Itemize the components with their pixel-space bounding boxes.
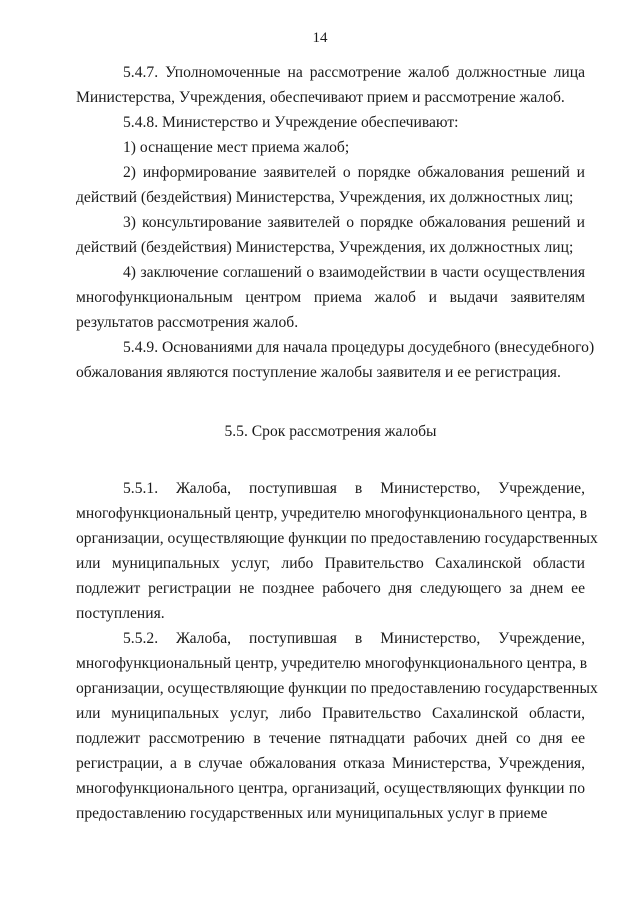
paragraph-p551 (76, 476, 598, 626)
paragraph-line: 5.5.1. Жалоба, поступившая в Министерство, Учреждение, (123, 480, 585, 497)
paragraph-p548 (76, 110, 585, 135)
document-body (76, 60, 598, 826)
paragraph-p548_1 (76, 135, 585, 160)
section-5-5-paragraphs (76, 476, 598, 826)
paragraph-line: 5.4.9. Основаниями для начала процедуры досудебного (внесудебного) (123, 339, 595, 356)
paragraph-p548_3 (76, 210, 585, 260)
paragraph-line: действий (бездействия) Министерства, Учреждения, их должностных лиц; (76, 239, 574, 256)
section-heading: 5.5. Срок рассмотрения жалобы (224, 423, 437, 440)
paragraph-line: организации, осуществляющие функции по предоставлению государственных (76, 530, 598, 547)
paragraph-line: 5.5.2. Жалоба, поступившая в Министерство, Учреждение, (123, 630, 585, 647)
paragraph-line: или муниципальных услуг, либо Правительство Сахалинской области (76, 555, 585, 572)
paragraph-p548_2 (76, 160, 585, 210)
paragraph-p552 (76, 626, 598, 826)
paragraph-line: поступления. (76, 605, 165, 622)
paragraph-line: многофункциональный центр, учредителю многофункционального центра, в (76, 505, 588, 522)
paragraph-line: предоставлению государственных или муниципальных услуг в приеме (76, 805, 548, 822)
paragraph-p549 (76, 335, 595, 385)
paragraph-line: подлежит регистрации не позднее рабочего дня следующего за днем ее (76, 580, 585, 597)
paragraph-p547 (76, 60, 585, 110)
paragraph-line: организации, осуществляющие функции по предоставлению государственных (76, 680, 598, 697)
paragraph-line: подлежит рассмотрению в течение пятнадцати рабочих дней со дня ее (76, 730, 585, 747)
page-number: 14 (312, 30, 328, 46)
paragraph-line: 3) консультирование заявителей о порядке обжалования решений и (123, 214, 585, 231)
paragraph-line: 1) оснащение мест приема жалоб; (123, 139, 350, 156)
paragraph-line: действий (бездействия) Министерства, Учреждения, их должностных лиц; (76, 189, 574, 206)
paragraph-line: многофункциональным центром приема жалоб и выдачи заявителям (76, 289, 585, 306)
paragraph-line: 2) информирование заявителей о порядке обжалования решений и (123, 164, 585, 181)
paragraph-line: обжалования являются поступление жалобы заявителя и ее регистрация. (76, 364, 561, 381)
paragraph-line: результатов рассмотрения жалоб. (76, 314, 299, 331)
section-5-4-paragraphs (76, 60, 595, 385)
paragraph-line: 5.4.7. Уполномоченные на рассмотрение жалоб должностные лица (123, 64, 585, 81)
paragraph-line: или муниципальных услуг, либо Правительство Сахалинской области, (76, 705, 585, 722)
paragraph-line: Министерства, Учреждения, обеспечивают прием и рассмотрение жалоб. (76, 89, 565, 106)
paragraph-line: регистрации, а в случае обжалования отказа Министерства, Учреждения, (76, 755, 585, 772)
paragraph-line: многофункциональный центр, учредителю многофункционального центра, в (76, 655, 588, 672)
paragraph-line: 5.4.8. Министерство и Учреждение обеспечивают: (123, 114, 459, 131)
paragraph-p548_4 (76, 260, 585, 335)
paragraph-line: многофункционального центра, организаций, осуществляющих функции по (76, 780, 585, 797)
paragraph-line: 4) заключение соглашений о взаимодействии в части осуществления (123, 264, 585, 281)
